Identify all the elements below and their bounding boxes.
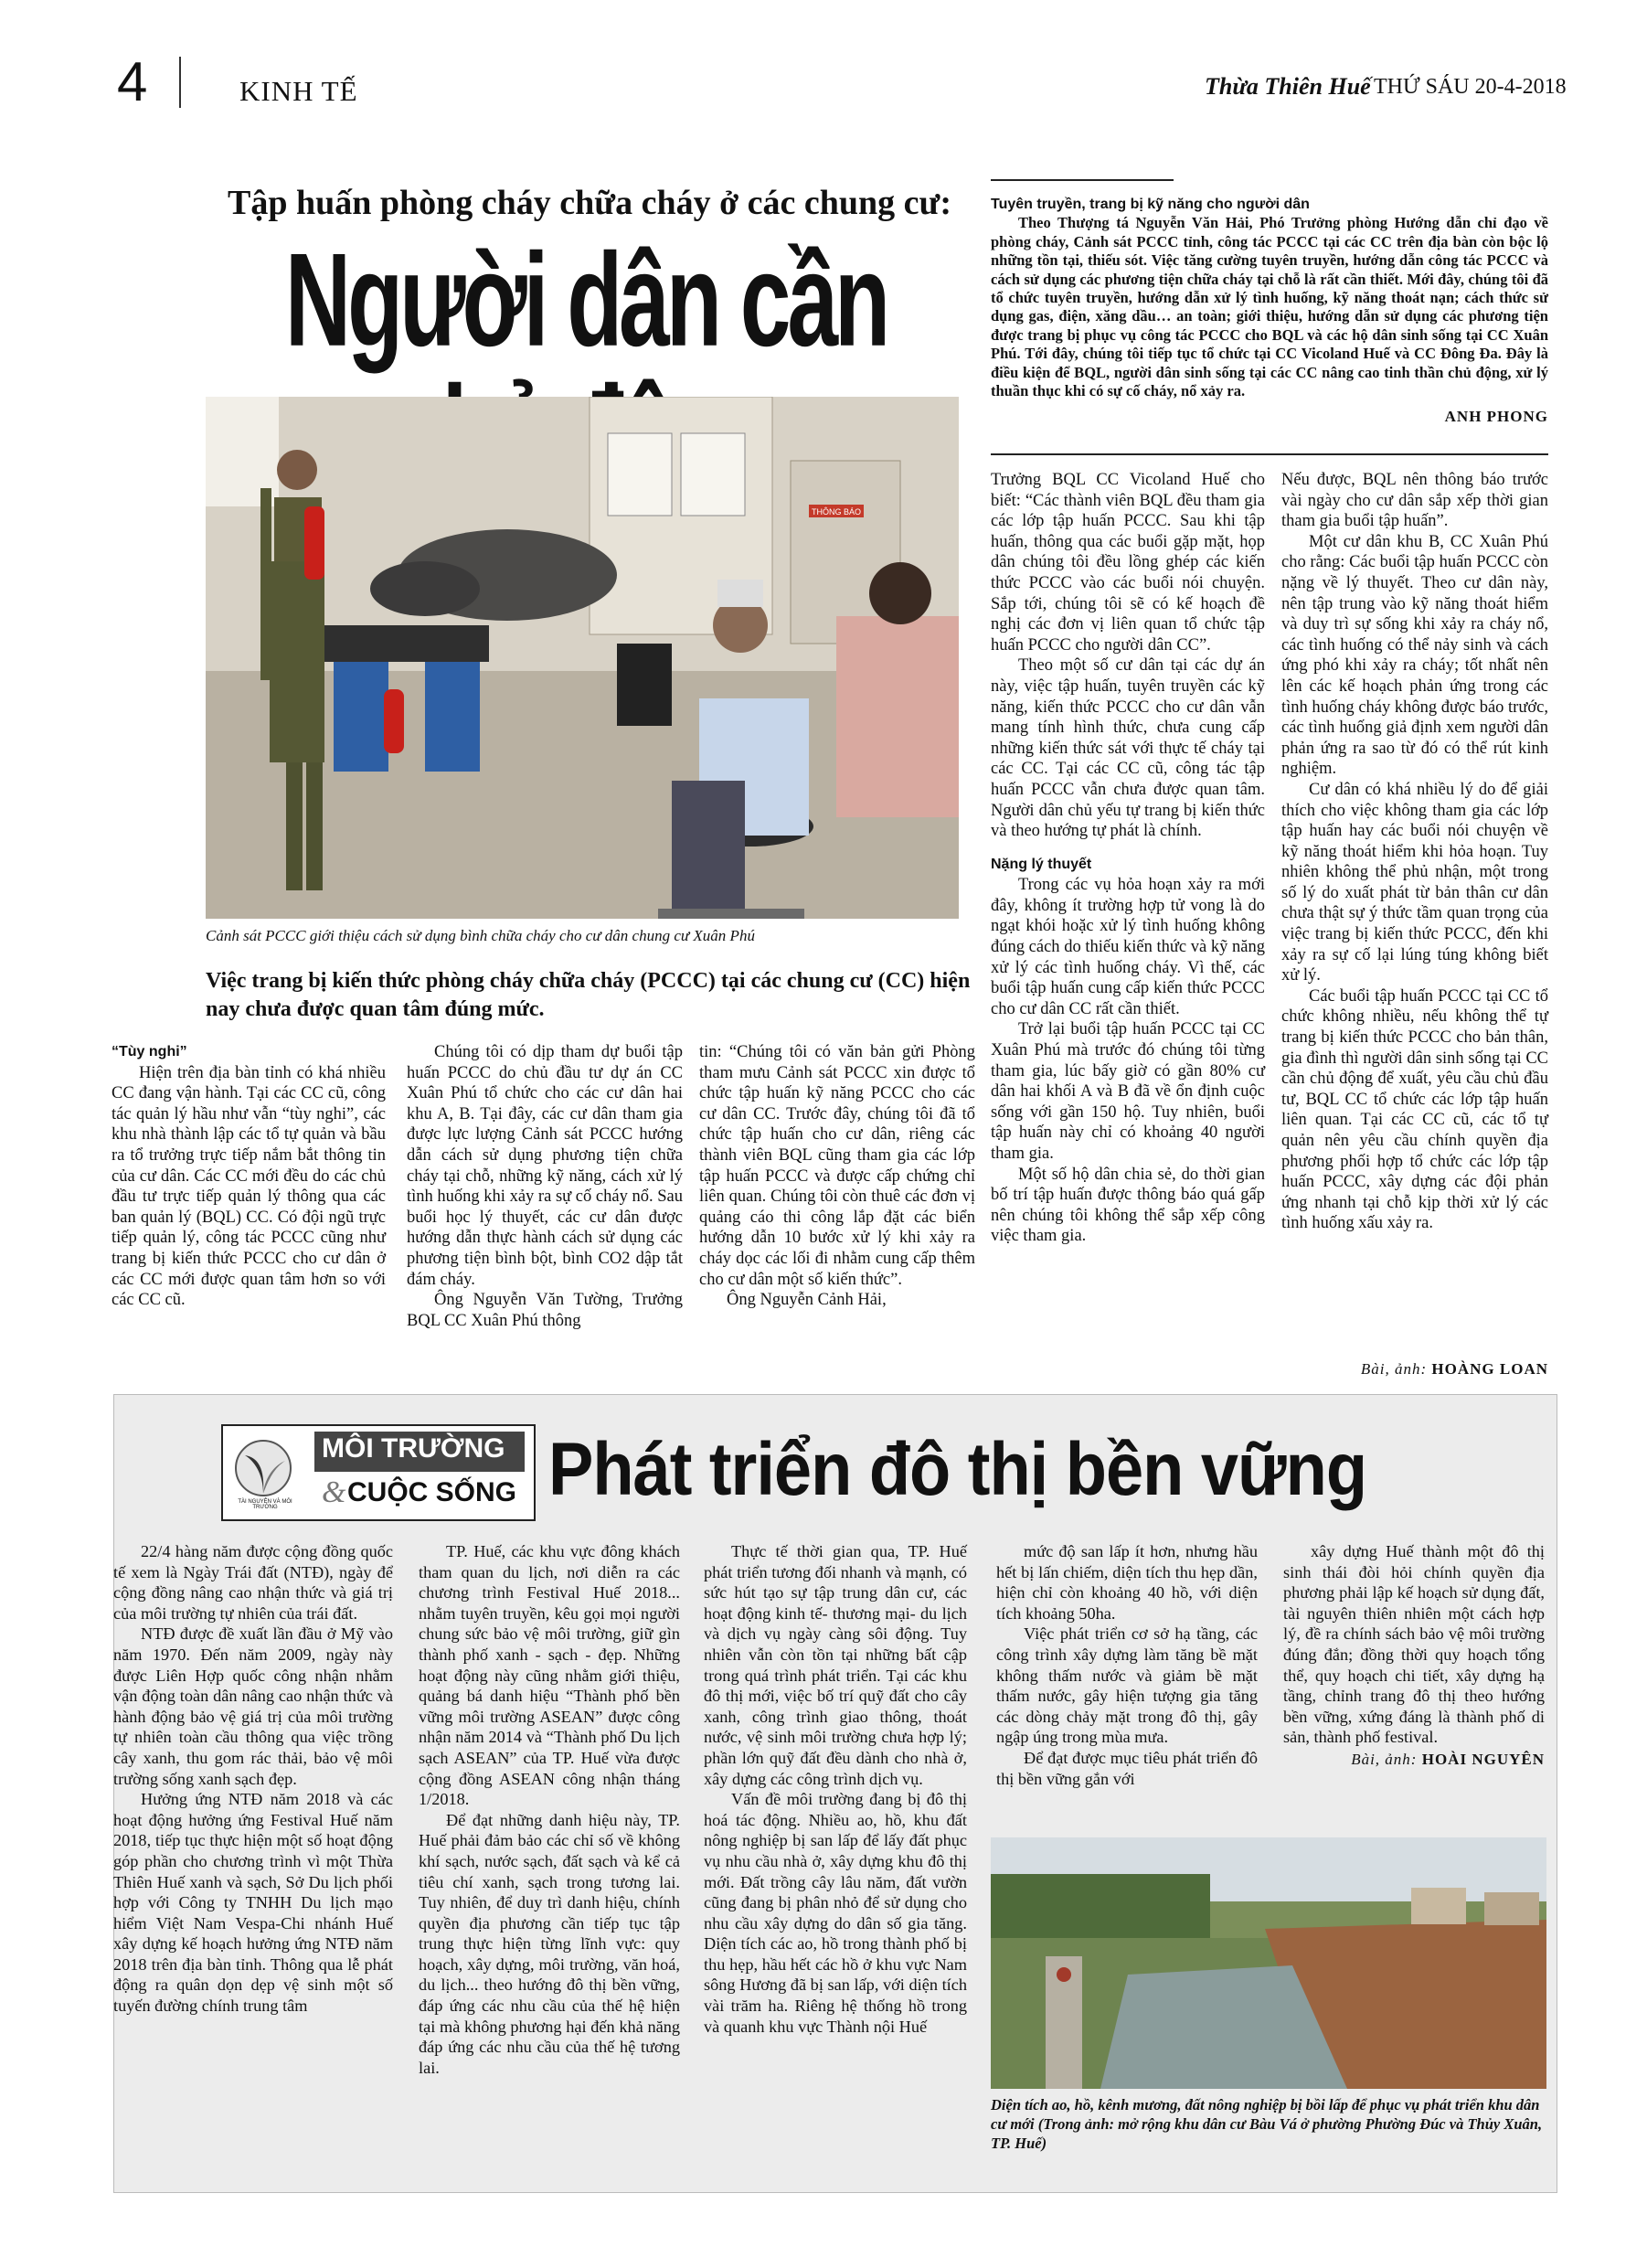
sidebar-title: Tuyên truyền, trang bị kỹ năng cho người dân (991, 197, 1310, 212)
training-scene-illustration (206, 397, 959, 919)
subhead-nang-ly-thuyet: Nặng lý thuyết (991, 856, 1092, 872)
paragraph: Thực tế thời gian qua, TP. Huế phát triển tương đối nhanh và mạnh, có sức hút tạo sự tập trung dân cư, các hoạt động kinh tế- thương mại- du lịch và dịch vụ ngày càng sôi động. Tuy nhiên vẫn còn tồn tại những bất cập trong quá trình phát triển. Tại các khu đô thị mới, việc bố trí quỹ đất cho cây xanh, công trình giao thông, thoát nước, vệ sinh môi trường chưa hợp lý; phần lớn quỹ đất đều dành cho nhà ở, xây dựng các công trình dịch vụ. (704, 1542, 967, 1788)
paragraph: Hưởng ứng NTĐ năm 2018 và các hoạt động hưởng ứng Festival Huế năm 2018, tiếp tục thực hiện một số hoạt động góp phần cho chương trình vì một Thừa Thiên Huế xanh và sạch, Sở Du lịch phối hợp với Công ty TNHH Du lịch mạo hiểm Việt Nam Vespa-Chi nhánh Huế xây dựng kế hoạch hưởng ứng NTĐ năm 2018 trên địa bàn tỉnh. Thông qua lễ phát động ra quân dọn dẹp vệ sinh một số tuyến đường chính trung tâm (113, 1790, 393, 2016)
paragraph: Trong các vụ hỏa hoạn xảy ra mới đây, không ít trường hợp tử vong là do ngạt khói hoặc xử lý tình huống không đúng cách do thiếu kiến thức và kỹ năng xử lý các tình huống cháy. Vì thế, các buổi tập huấn cung cấp kiến thức PCCC cho cư dân CC rất cần thiết. (991, 876, 1265, 1018)
paragraph: 22/4 hàng năm được cộng đồng quốc tế xem là Ngày Trái đất (NTĐ), ngày để cộng đồng nâng cao nhận thức và giá trị của môi trường tự nhiên của trái đất. (113, 1542, 393, 1623)
article2-byline (1283, 1750, 1545, 1771)
paragraph: Việc phát triển cơ sở hạ tầng, các công trình xây dựng làm tăng bề mặt không thấm nước và giảm bề mặt thấm nước, gây hiện tượng gia tăng các dòng chảy mặt trong đô thị, gây ngập úng trong mùa mưa. (996, 1624, 1258, 1747)
logo-small-text: TÀI NGUYÊN VÀ MÔI TRƯỜNG (238, 1499, 292, 1510)
paragraph: Ông Nguyễn Cảnh Hải, (727, 1291, 887, 1310)
article1-column-2 (407, 1042, 683, 1331)
byline-name: HOÀI NGUYÊN (1421, 1750, 1545, 1768)
paragraph: TP. Huế, các khu vực đông khách tham quan du lịch, nơi diễn ra các chương trình Festival Huế 2018... nhằm tuyên truyền, kêu gọi mọi người chung sức bảo vệ môi trường, giữ gìn thành phố xanh - sạch - đẹp. Những hoạt động này cũng nhằm giới thiệu, quảng bá danh hiệu “Thành phố bền vững môi trường ASEAN” được công nhận năm 2014 và “Thành phố Du lịch sạch ASEAN” của TP. Huế vừa được cộng đồng ASEAN công nhận tháng 1/2018. (419, 1542, 680, 1809)
article2-column-2 (419, 1541, 680, 2078)
paragraph: NTĐ được đề xuất lần đầu ở Mỹ vào năm 1970. Đến năm 2009, ngày này được Liên Hợp quốc công nhận nhằm vận động toàn dân nâng cao nhận thức và hành động bảo vệ giá trị của môi trường tự nhiên toàn cầu thông qua việc trồng cây xanh, thu gom rác thải, bảo vệ môi trường sống xanh sạch đẹp. (113, 1624, 393, 1788)
article2-column-4 (996, 1541, 1258, 1789)
paragraph: tin: “Chúng tôi có văn bản gửi Phòng tham mưu Cảnh sát PCCC xin được tổ chức tập huấn kỹ năng PCCC cho các cư dân CC. Trước đây, chúng tôi đã tổ chức tập huấn cho cư dân, riêng các thành viên BQL cũng tham gia các lớp tập huấn PCCC và được cấp chứng chỉ liên quan. Chúng tôi còn thuê các đơn vị quảng cáo thi công lắp đặt các biển hướng dẫn 10 bước xử lý khi xảy ra cháy dọc các lối đi nhằm cung cấp thêm cho cư dân một số kiến thức”. (699, 1043, 975, 1289)
sidebar-author: ANH PHONG (1444, 408, 1548, 426)
page-number: 4 (117, 51, 148, 112)
paragraph: mức độ san lấp ít hơn, nhưng hầu hết bị lấn chiếm, diện tích thu hẹp dần, hiện chỉ còn khoảng 40 hồ, với diện tích khoảng 50ha. (996, 1542, 1258, 1623)
byline-prefix: Bài, ảnh: (1351, 1750, 1418, 1768)
paragraph: Vấn đề môi trường đang bị đô thị hoá tác động. Nhiều ao, hồ, khu đất nông nghiệp bị san lấp để lấy đất phục vụ nhu cầu nhà ở, xây dựng khu đô thị mới. Đất trồng cây lâu năm, đất vườn cũng đang bị phân nhỏ để sử dụng cho nhu cầu xây dựng do dân số gia tăng. Diện tích các ao, hồ trong thành phố bị thu hẹp, hầu hết các hồ ở khu vực Nam sông Hương đã bị san lấp, với diện tích vài trăm ha. Riêng hệ thống hồ trong và quanh khu vực Thành nội Huế (704, 1790, 967, 2036)
header-divider (179, 57, 181, 108)
paragraph: Để đạt được mục tiêu phát triển đô thị bền vững gắn với (996, 1748, 1258, 1788)
article-headline: Người dân cần (284, 226, 887, 375)
pond-landfill-illustration (991, 1837, 1546, 2089)
paragraph: Trưởng BQL CC Vicoland Huế cho biết: “Các thành viên BQL đều tham gia các lớp tập huấn PCCC. Sau khi tập huấn, thông qua các buổi gặp mặt, họp dân chúng tôi đều lồng ghép các kiến thức PCCC vào các buổi nói chuyện. Sắp tới, chúng tôi sẽ có kế hoạch đề nghị các đơn vị liên quan tổ chức tập huấn PCCC cho người dân CC”. (991, 471, 1265, 655)
article2-headline: Phát triển đô thị bền vững (548, 1427, 1367, 1511)
newspaper-name: Thừa Thiên Huế (1205, 73, 1371, 100)
sidebar-box (991, 196, 1548, 427)
paragraph: Nếu được, BQL nên thông báo trước vài ngày cho cư dân sắp xếp thời gian tham gia buổi tập huấn”. (1281, 471, 1548, 531)
paragraph: Trở lại buổi tập huấn PCCC tại CC Xuân Phú mà trước đó chúng tôi từng tham gia, lúc bấy giờ có gần 80% cư dân hai khối A và B đã về ổn định cuộc sống với gần 150 hộ. Tuy nhiên, buổi tập huấn này chỉ có khoảng 40 người tham gia. (991, 1020, 1265, 1163)
byline-prefix: Bài, ảnh: (1360, 1360, 1428, 1378)
section-name: KINH TẾ (239, 75, 358, 107)
article1-byline (1281, 1360, 1548, 1379)
paragraph: Ông Nguyễn Văn Tường, Trưởng BQL CC Xuân Phú thông (407, 1291, 683, 1330)
paragraph: Một cư dân khu B, CC Xuân Phú cho rằng: Các buổi tập huấn PCCC còn nặng về lý thuyết. Theo cư dân này, nên tập trung vào kỹ năng thoát hiểm và duy trì sự sống khi xảy ra cháy nổ, các tình huống có thể nảy sinh và cách ứng phó khi xảy ra cháy; tốt nhất nên lên các kế hoạch phản ứng trong các tình huống cháy không được báo trước, các tình huống giả định xem người dân phản ứng ra sao từ đó có thể rút kinh nghiệm. (1281, 532, 1548, 779)
paragraph: Các buổi tập huấn PCCC tại CC tổ chức không nhiều, nếu không thể tự trang bị kiến thức PCCC cho bản thân, gia đình thì người dân sinh sống tại CC cần chủ động để xuất, yêu cầu chủ đầu tư, BQL CC tổ chức các lớp tập huấn liên quan. Tại các CC cũ, các tổ tự quản nên yêu cầu chính quyền địa phương phối hợp tổ chức các lớp tập huấn PCCC, xây dựng các đội phản ứng nhanh tại chỗ kịp thời xử lý các tình huống xấu xảy ra. (1281, 986, 1548, 1233)
photo-caption: Cảnh sát PCCC giới thiệu cách sử dụng bình chữa cháy cho cư dân chung cư Xuân Phú (206, 927, 755, 944)
article2-column-3 (704, 1541, 967, 2037)
article2-column-1 (113, 1541, 393, 2017)
sidebar-body: Theo Thượng tá Nguyễn Văn Hải, Phó Trưởng phòng Hướng dẫn chỉ đạo về phòng cháy, Cảnh sát PCCC tỉnh, công tác PCCC tại các CC trên địa bàn còn bộc lộ những tồn tại, thiếu sót. Việc tăng cường tuyên truyền, hướng dẫn công tác PCCC và cách sử dụng các phương tiện chữa cháy tại chỗ là rất cần thiết. Mới đây, chúng tôi đã tổ chức tuyên truyền, hướng dẫn xử lý tình huống, kỹ năng thoát nạn; cách thức sử dụng gas, điện, xăng dầu… an toàn; giới thiệu, hướng dẫn sử dụng các phương tiện được trang bị phục vụ công tác PCCC cho BQL và các hộ dân sinh sống tại CC Xuân Phú. Tới đây, chúng tôi tiếp tục tổ chức tại CC Vicoland Huế và CC Đông Đa. Đây là điều kiện để BQL, người dân sinh sống tại các CC nâng cao tinh thần chủ động, xử lý thuần thục khi có sự cố cháy, nổ xảy ra. (991, 214, 1548, 400)
logo-line-2: CUỘC SỐNG (347, 1477, 517, 1507)
article2-photo (991, 1837, 1546, 2089)
article1-column-1 (112, 1042, 386, 1311)
byline-name: HOÀNG LOAN (1431, 1360, 1548, 1378)
logo-ampersand: & (322, 1475, 346, 1509)
paragraph: Một số hộ dân chia sẻ, do thời gian bố trí tập huấn được thông báo quá gấp nên chúng tôi không thể sắp xếp công việc tham gia. (991, 1165, 1265, 1246)
paragraph: Để đạt những danh hiệu này, TP. Huế phải đảm bảo các chỉ số về không khí sạch, nước sạch, đất sạch và kể cả tiêu chí xanh, sạch trong tương lai. Tuy nhiên, để duy trì danh hiệu, chính quyền địa phương cần tiếp tục tập trung thực hiện từng lĩnh vực: quy hoạch, xây dựng, môi trường, văn hoá, du lịch... theo hướng đô thị bền vững, đáp ứng các nhu cầu của thế hệ hiện tại mà không phương hại đến khả năng đáp ứng các nhu cầu của thế hệ tương lai. (419, 1810, 680, 2077)
article-photo (206, 397, 959, 919)
column-logo (221, 1424, 536, 1521)
sidebar-top-rule (991, 179, 1174, 181)
article1-column-5 (1281, 470, 1548, 1234)
article-kicker: Tập huấn phòng cháy chữa cháy ở các chung cư: (228, 184, 951, 222)
sidebar-bottom-rule (991, 453, 1548, 455)
logo-line-1: MÔI TRƯỜNG (322, 1433, 505, 1464)
paragraph: Cư dân có khá nhiều lý do để giải thích cho việc không tham gia các lớp tập huấn hay các buổi nói chuyện về kỹ năng thoát hiểm khi hỏa hoạn. Tuy nhiên không thể phủ nhận, một trong số lý do xuất phát từ bản thân cư dân chưa thật sự ý thức tầm quan trọng của việc trang bị kiến thức PCCC, đến khi xảy ra sự cố lại lúng túng không biết xử lý. (1281, 780, 1548, 985)
article1-column-3 (699, 1042, 975, 1311)
article1-column-4 (991, 470, 1265, 1247)
article-sapo: Việc trang bị kiến thức phòng cháy chữa cháy (PCCC) tại các chung cư (CC) hiện nay chưa được quan tâm đúng mức. (206, 969, 971, 1021)
paragraph: Chúng tôi có dịp tham dự buổi tập huấn PCCC do chủ đầu tư dự án CC Xuân Phú tổ chức cho các cư dân hai khu A, B. Tại đây, các cư dân tham gia được lực lượng Cảnh sát PCCC hướng dẫn cách sử dụng phương tiện chữa cháy tại chỗ, những kỹ năng, cách xử lý tình huống khi xảy ra sự cố cháy nổ. Sau buổi học lý thuyết, các cư dân được hướng dẫn thực hành cách sử dụng các phương tiện bình bột, bình CO2 dập tắt đám cháy. (407, 1043, 683, 1289)
paragraph: Hiện trên địa bàn tỉnh có khá nhiều CC đang vận hành. Tại các CC cũ, công tác quản lý hầu như vẫn “tùy nghi”, các khu nhà thành lập các tổ tự quản và bầu ra tổ trưởng trực tiếp nắm bắt thông tin của cư dân. Các CC mới đều do các chủ đầu tư trực tiếp quản lý thông qua các ban quản lý (BQL) CC. Có đội ngũ trực tiếp quản lý, công tác PCCC cũng như trang bị kiến thức PCCC cho cư dân ở các CC mới được quan tâm hơn so với các CC cũ. (112, 1063, 386, 1310)
article2-photo-caption: Diện tích ao, hồ, kênh mương, đất nông nghiệp bị bồi lấp để phục vụ phát triển khu dân cư mới (Trong ảnh: mở rộng khu dân cư Bàu Vá ở phường Phường Đúc và Thủy Xuân, TP. Huế) (991, 2096, 1543, 2152)
paragraph: xây dựng Huế thành một đô thị sinh thái đòi hỏi chính quyền địa phương phải lập kế hoạch sử dụng đất, tài nguyên thiên nhiên một cách hợp lý, đề ra chính sách bảo vệ môi trường đúng đắn; đồng thời quy hoạch tổng thể, quy hoạch chi tiết, xây dựng hạ tầng, chỉnh trang đô thị theo hướng bền vững, xứng đáng là thành phố di sản, thành phố festival. (1283, 1542, 1545, 1747)
issue-date: THỨ SÁU 20-4-2018 (1374, 75, 1567, 99)
paragraph: Theo một số cư dân tại các dự án này, việc tập huấn, tuyên truyền các kỹ năng, kiến thức PCCC cho cư dân vẫn mang tính hình thức, chưa cung cấp những kiến thức sát với thực tế cháy tại các CC. Tại các CC cũ, công tác tập huấn PCCC vẫn chưa được quan tâm. Người dân chủ yếu tự trang bị kiến thức và theo hướng tự phát là chính. (991, 656, 1265, 841)
article2-column-5 (1283, 1541, 1545, 1771)
notice-sign-text: THÔNG BÁO (811, 507, 862, 516)
subhead-tuy-nghi: “Tùy nghi” (112, 1044, 187, 1059)
